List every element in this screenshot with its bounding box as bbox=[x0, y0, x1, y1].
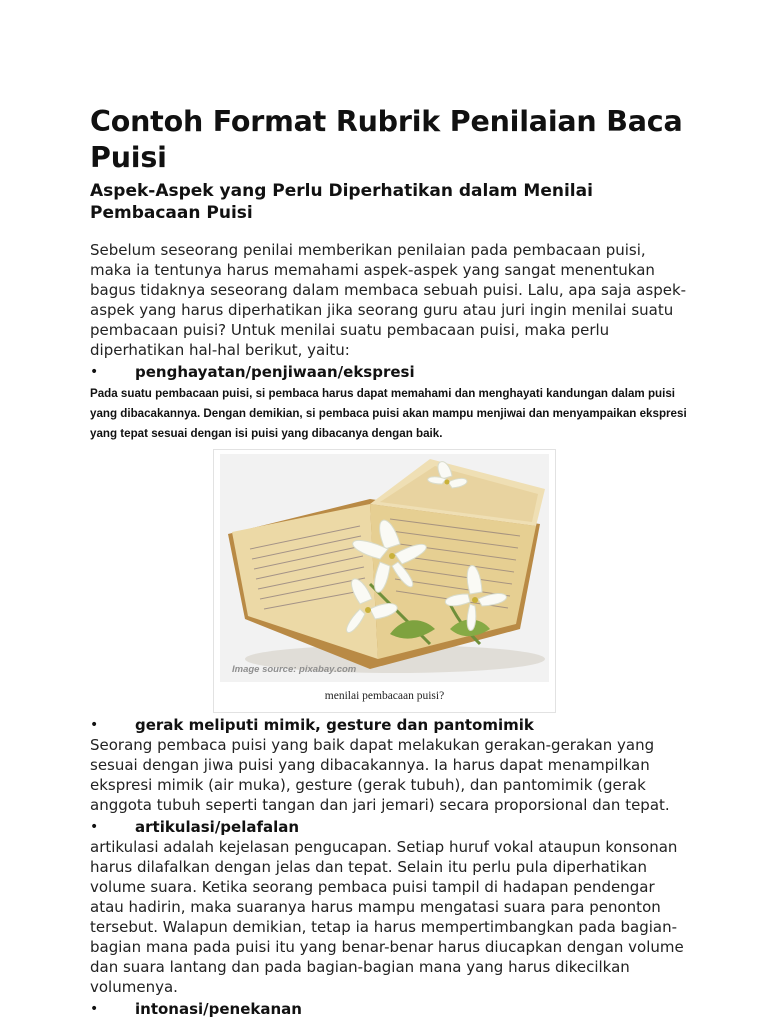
bullet-icon: • bbox=[90, 717, 99, 733]
bullet-icon: • bbox=[90, 364, 99, 380]
section-heading-ekspresi bbox=[90, 362, 690, 382]
image-watermark: Image source: pixabay.com bbox=[232, 664, 357, 675]
section-heading-label: intonasi/penekanan bbox=[135, 1000, 302, 1018]
section-text-artikulasi: artikulasi adalah kejelasan pengucapan. Setiap huruf vokal ataupun konsonan harus dilafalkan dengan jelas dan tepat. Selain itu perlu pula diperhatikan volume suara. Ketika seorang pembaca puisi tampil di hadapan pendengar atau hadirin, maka suaranya harus mampu mengatasi suara para penonton tersebut. Walapun demikian, tetap ia harus mempertimbangkan pada bagian-bagian mana pada puisi itu yang benar-benar harus diucapkan dengan volume dan suara lantang dan pada bagian-bagian mana yang harus dikecilkan volumenya. bbox=[90, 838, 684, 996]
bullet-icon: • bbox=[90, 1001, 99, 1017]
section-text-ekspresi: Pada suatu pembacaan puisi, si pembaca harus dapat memahami dan menghayati kandungan dalam puisi yang dibacakannya. Dengan demikian, si pembaca puisi akan mampu menjiwai dan menyampaikan ekspresi yang tepat sesuai dengan isi puisi yang dibacanya dengan baik. bbox=[90, 387, 687, 440]
section-heading-intonasi bbox=[90, 999, 690, 1019]
section-heading-label: penghayatan/penjiwaan/ekspresi bbox=[135, 363, 415, 381]
figure-book-lilies bbox=[213, 449, 556, 713]
intro-paragraph: Sebelum seseorang penilai memberikan penilaian pada pembacaan puisi, maka ia tentunya harus memahami aspek-aspek yang sangat menentukan bagus tidaknya seseorang dalam membaca sebuah puisi. Lalu, apa saja aspek-aspek yang harus diperhatikan jika seorang guru atau juri ingin menilai suatu pembacaan puisi? Untuk menilai suatu pembacaan puisi, maka perlu diperhatikan hal-hal berikut, yaitu: bbox=[90, 241, 687, 359]
page-title: Contoh Format Rubrik Penilaian Baca Puisi bbox=[90, 105, 683, 174]
section-heading-label: artikulasi/pelafalan bbox=[135, 818, 300, 836]
article-body bbox=[90, 104, 690, 1019]
page-subtitle: Aspek-Aspek yang Perlu Diperhatikan dalam Menilai Pembacaan Puisi bbox=[90, 181, 593, 223]
section-heading-artikulasi bbox=[90, 817, 690, 837]
bullet-icon: • bbox=[90, 819, 99, 835]
section-text-gerak: Seorang pembaca puisi yang baik dapat melakukan gerakan-gerakan yang sesuai dengan jiwa puisi yang dibacakannya. Ia harus dapat menampilkan ekspresi mimik (air muka), gesture (gerak tubuh), dan pantomimik (gerak anggota tubuh seperti tangan dan jari jemari) secara proporsional dan tepat. bbox=[90, 736, 670, 814]
section-heading-gerak bbox=[90, 715, 690, 735]
section-heading-label: gerak meliputi mimik, gesture dan pantomimik bbox=[135, 716, 534, 734]
figure-caption: menilai pembacaan puisi? bbox=[324, 690, 445, 702]
open-book-with-lilies-photo-icon bbox=[220, 454, 549, 682]
